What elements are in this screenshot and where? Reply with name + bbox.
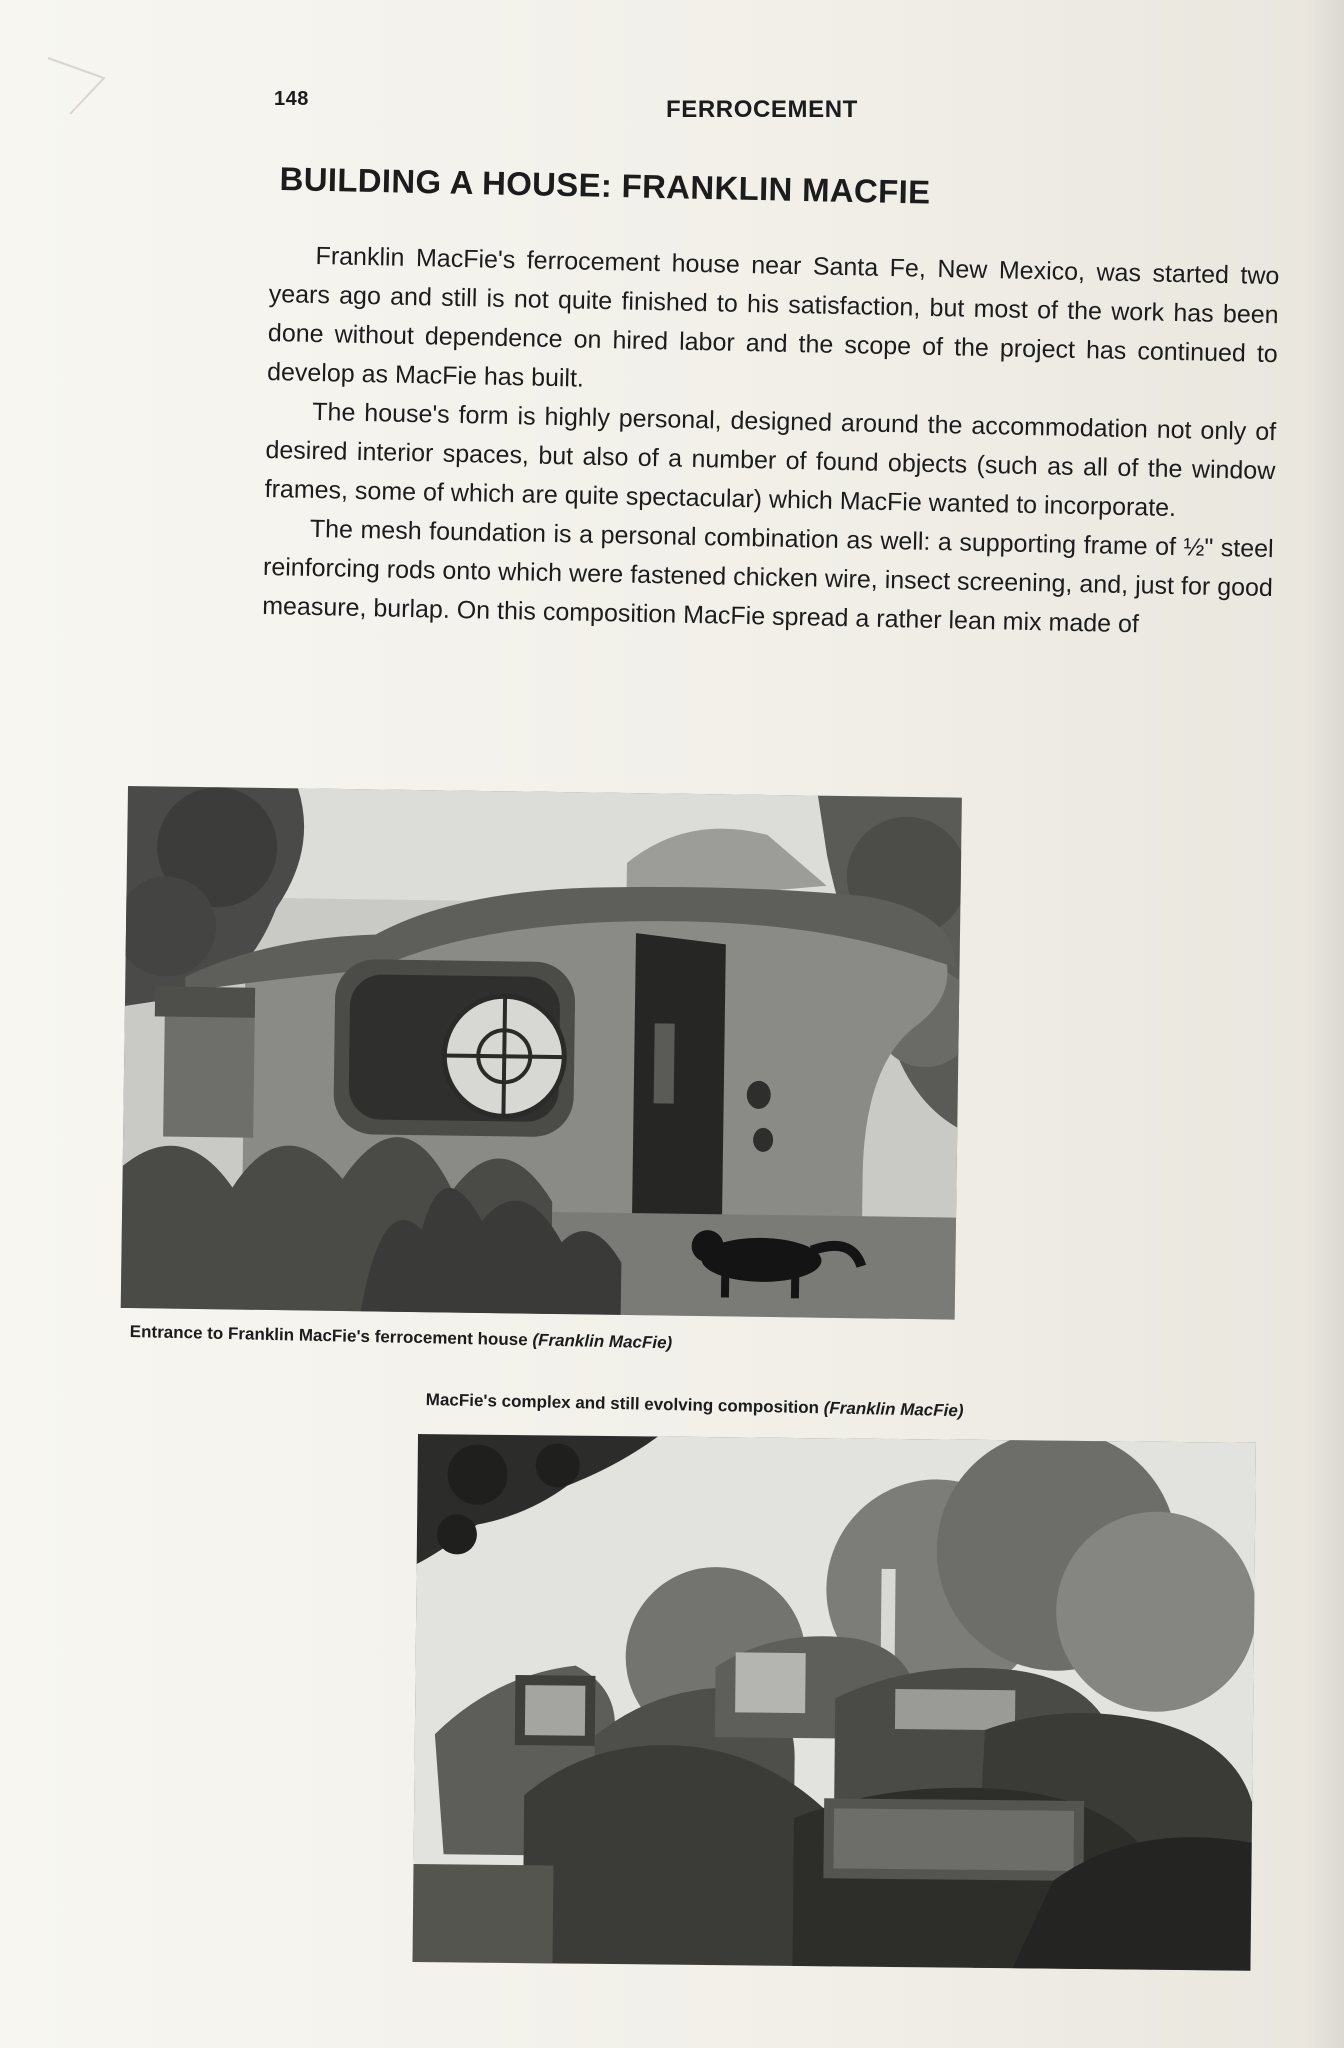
caption-credit: (Franklin MacFie)	[532, 1330, 673, 1353]
page-edge-shadow	[1304, 0, 1344, 2048]
paragraph: The mesh foundation is a personal combination as well: a supporting frame of ½" steel reinforcing rods onto which were fastened chicken wire, insect screening, and, just for good measure, burlap. On this composition MacFie spread a rather lean mix made of	[261, 514, 1274, 639]
caption-text: Entrance to Franklin MacFie's ferrocement house	[129, 1322, 528, 1350]
section-title: BUILDING A HOUSE: FRANKLIN MACFIE	[279, 160, 931, 211]
body-text	[262, 236, 1280, 647]
page-number: 148	[274, 88, 309, 110]
photo-house-entrance	[121, 786, 962, 1320]
paragraph: The house's form is highly personal, designed around the accommodation not only of desired interior spaces, but also of a number of found objects (such as all of the window frames, some of which are quite spectacular) which MacFie wanted to incorporate.	[264, 397, 1277, 523]
caption-text: MacFie's complex and still evolving composition	[425, 1390, 820, 1418]
running-head: FERROCEMENT	[666, 96, 858, 123]
page-corner-mark	[40, 40, 120, 120]
photo-house-complex	[412, 1434, 1255, 1971]
caption-credit: (Franklin MacFie)	[823, 1398, 964, 1421]
paragraph: Franklin MacFie's ferrocement house near Santa Fe, New Mexico, was started two years ago and still is not quite finished to his satisfaction, but most of the work has been done without dependence on hired labor and the scope of the project has continued to develop as MacFie has built.	[266, 241, 1280, 393]
